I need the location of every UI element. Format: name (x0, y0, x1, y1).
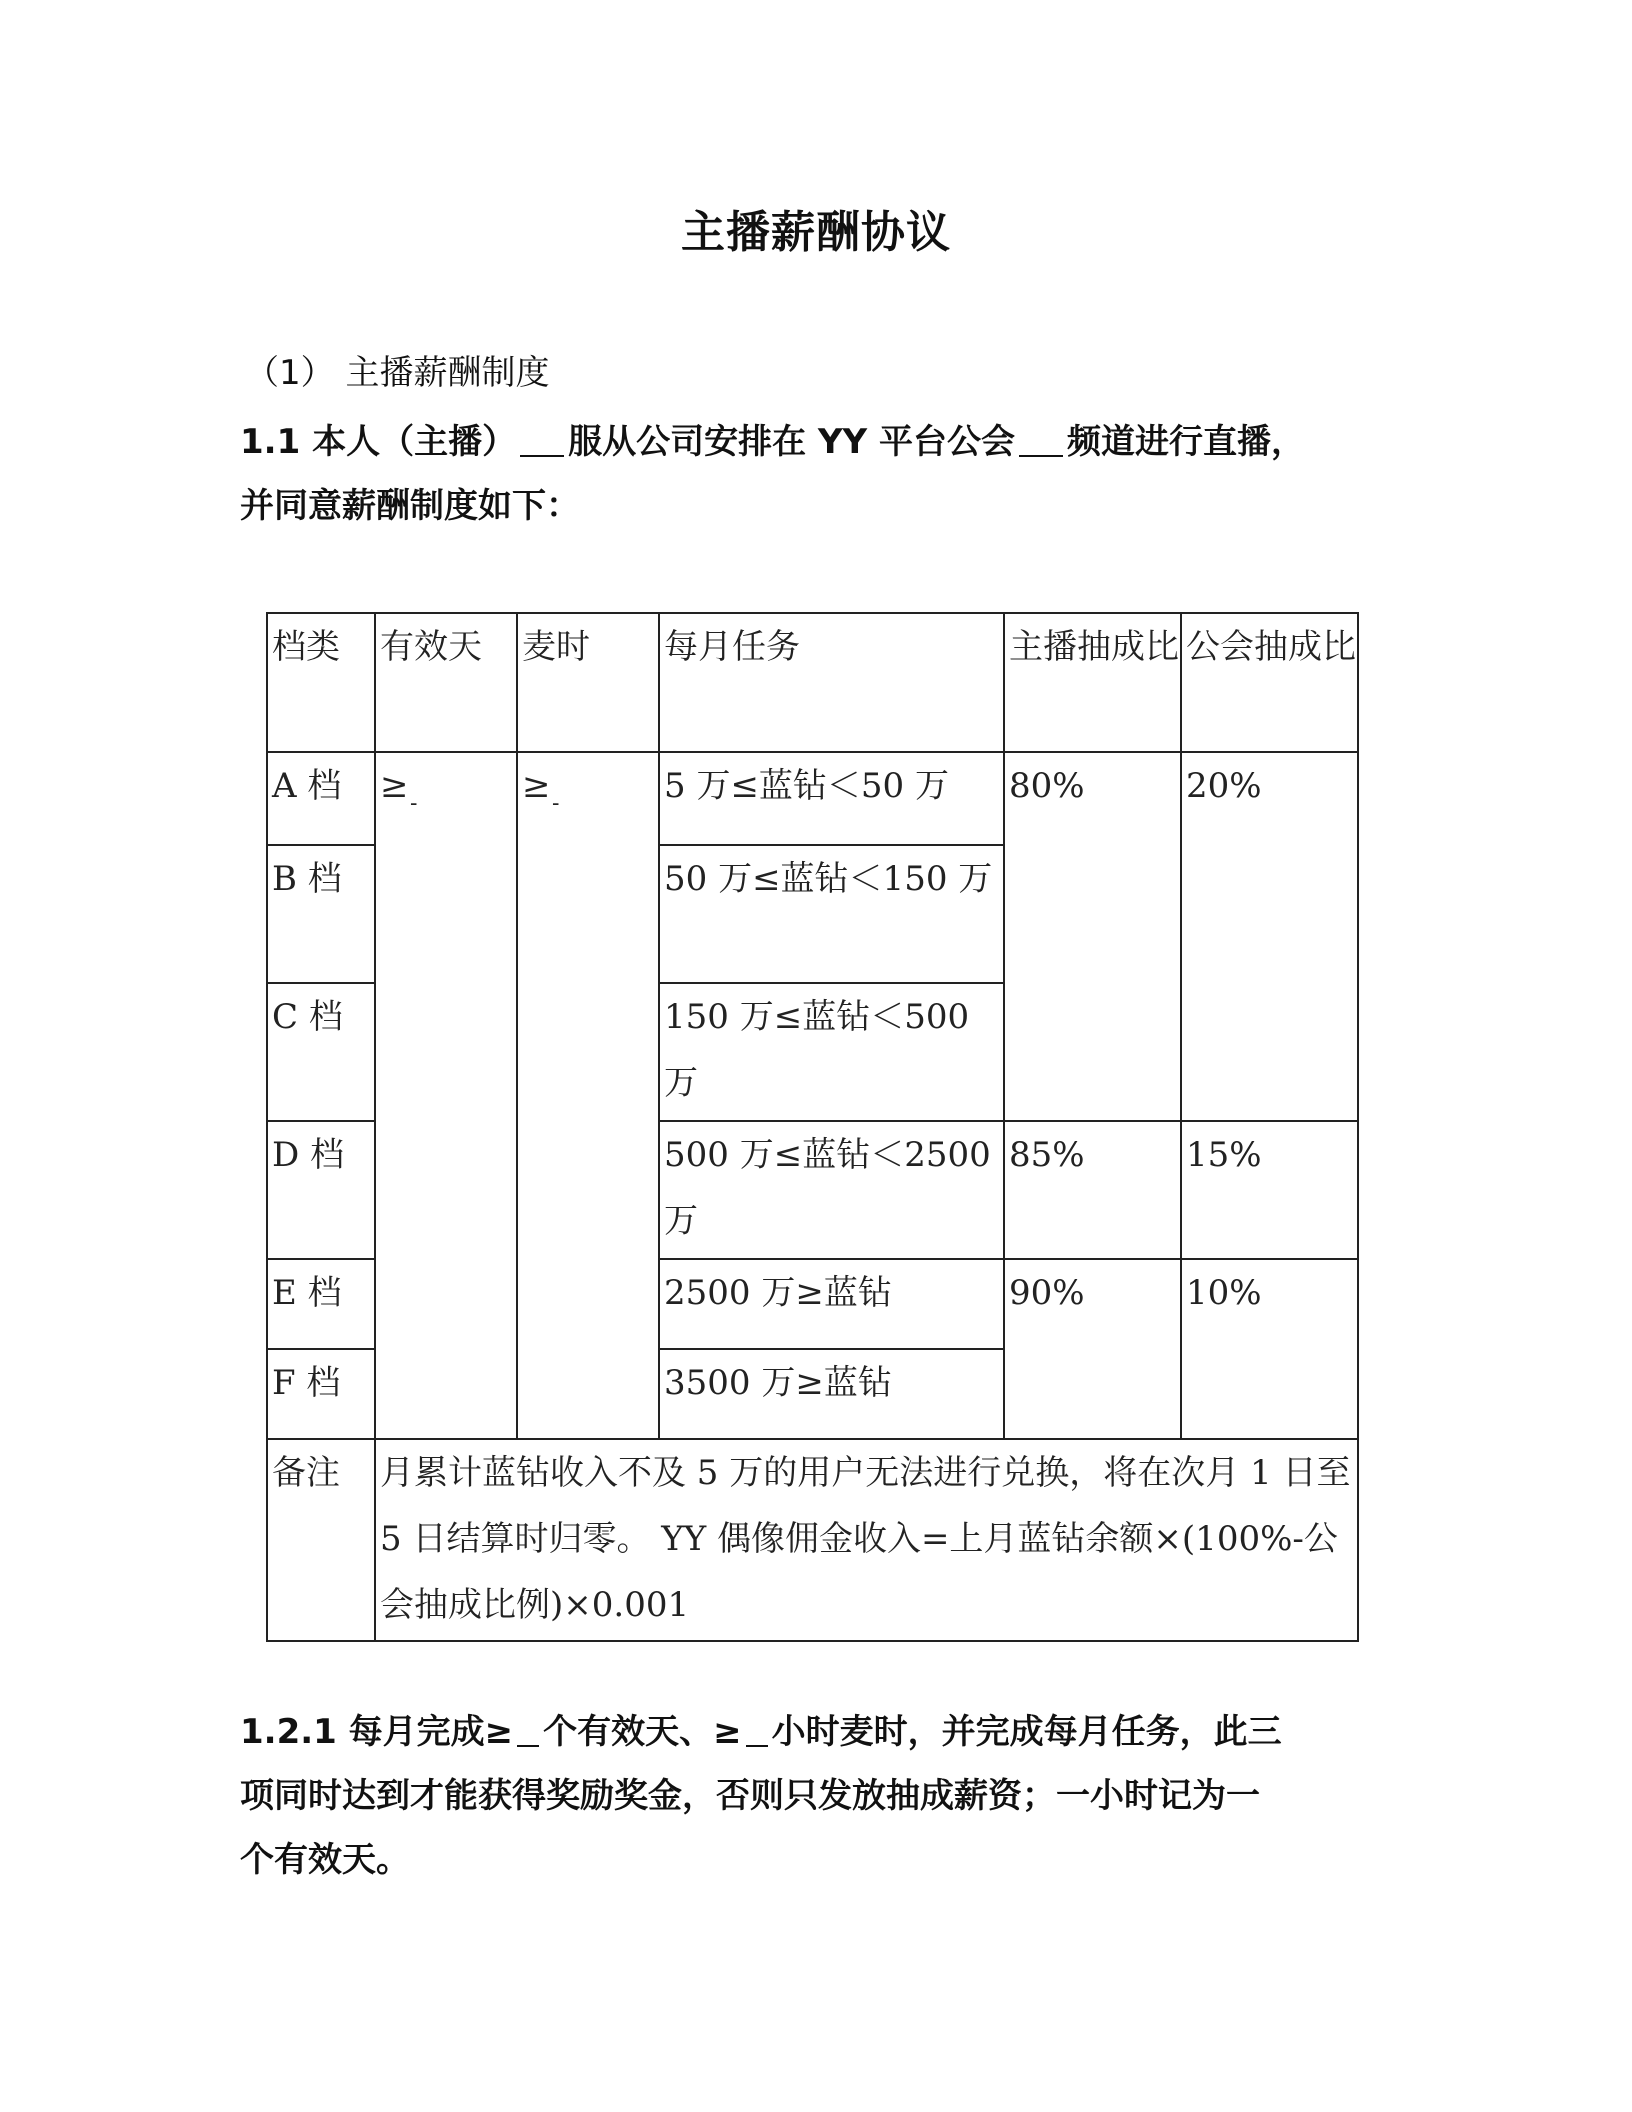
clause-1-1-line1 (240, 410, 1305, 474)
grade-cell: F 档 (267, 1349, 375, 1439)
table-note-row (267, 1439, 1358, 1641)
salary-table (266, 612, 1359, 1642)
header-anchor-ratio: 主播抽成比 (1004, 613, 1181, 752)
clause-1-2-1 (240, 1700, 1282, 1892)
task-cell: 50 万≤蓝钻＜150 万 (659, 845, 1004, 983)
header-grade: 档类 (267, 613, 375, 752)
task-cell: 2500 万≥蓝钻 (659, 1259, 1004, 1349)
task-cell: 150 万≤蓝钻＜500 万 (659, 983, 1004, 1121)
mic-hours-cell (517, 752, 659, 1439)
clause-1-2-1-line1 (240, 1700, 1282, 1764)
section-heading: （1） 主播薪酬制度 (245, 353, 550, 393)
table-row (267, 752, 1358, 845)
grade-cell: C 档 (267, 983, 375, 1121)
grade-cell: A 档 (267, 752, 375, 845)
ge-symbol: ≥ (380, 766, 409, 806)
grade-cell: E 档 (267, 1259, 375, 1349)
clause-1-2-1-part2: 个有效天、≥ (543, 1712, 742, 1752)
channel-blank (1019, 415, 1063, 457)
guild-ratio-cell: 15% (1181, 1121, 1358, 1259)
header-valid-days: 有效天 (375, 613, 517, 752)
clause-1-2-1-part3: 小时麦时，并完成每月任务，此三 (771, 1712, 1282, 1752)
note-text: 月累计蓝钻收入不及 5 万的用户无法进行兑换，将在次月 1 日至 5 日结算时归零。 YY 偶像佣金收入=上月蓝钻余额×(100%-公会抽成比例)×0.001 (375, 1439, 1358, 1641)
note-label: 备注 (267, 1439, 375, 1641)
clause-1-2-1-line2: 项同时达到才能获得奖励奖金，否则只发放抽成薪资；一小时记为一 (240, 1776, 1260, 1816)
header-monthly-task: 每月任务 (659, 613, 1004, 752)
table-header-row (267, 613, 1358, 752)
guild-ratio-cell: 20% (1181, 752, 1358, 1121)
clause-1-2-1-part1: 1.2.1 每月完成≥ (240, 1712, 514, 1752)
valid-days-cell (375, 752, 517, 1439)
task-cell: 500 万≤蓝钻＜2500 万 (659, 1121, 1004, 1259)
mic-hours-count-blank (746, 1705, 768, 1747)
document-title: 主播薪酬协议 (681, 207, 951, 258)
anchor-ratio-cell: 90% (1004, 1259, 1181, 1439)
clause-1-1-suffix: 频道进行直播， (1067, 422, 1305, 462)
anchor-ratio-cell: 80% (1004, 752, 1181, 1121)
clause-1-1 (240, 410, 1305, 538)
clause-1-2-1-line3: 个有效天。 (240, 1840, 410, 1880)
valid-days-blank: - (410, 791, 418, 816)
mic-hours-blank: - (552, 791, 560, 816)
header-guild-ratio: 公会抽成比 (1181, 613, 1358, 752)
clause-1-1-prefix: 1.1 本人（主播） (240, 422, 517, 462)
grade-cell: D 档 (267, 1121, 375, 1259)
anchor-ratio-cell: 85% (1004, 1121, 1181, 1259)
ge-symbol: ≥ (522, 766, 551, 806)
header-mic-hours: 麦时 (517, 613, 659, 752)
grade-cell: B 档 (267, 845, 375, 983)
task-cell: 5 万≤蓝钻＜50 万 (659, 752, 1004, 845)
clause-1-1-line2: 并同意薪酬制度如下： (240, 486, 580, 526)
task-cell: 3500 万≥蓝钻 (659, 1349, 1004, 1439)
guild-ratio-cell: 10% (1181, 1259, 1358, 1439)
clause-1-1-mid: 服从公司安排在 YY 平台公会 (568, 422, 1015, 462)
anchor-name-blank (520, 415, 564, 457)
valid-days-count-blank (517, 1705, 539, 1747)
